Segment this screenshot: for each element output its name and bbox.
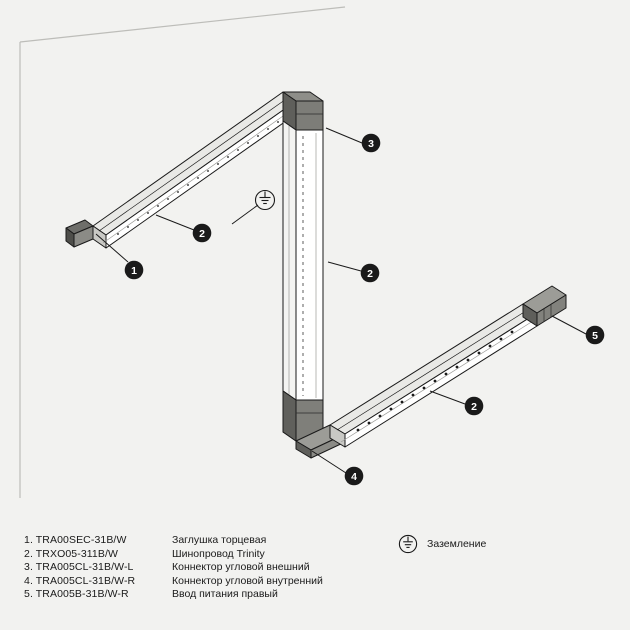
ground-leader-line bbox=[232, 205, 258, 224]
legend-item bbox=[24, 534, 614, 548]
callout-badge-2a bbox=[193, 224, 212, 243]
legend-item-desc: Коннектор угловой внутренний bbox=[172, 574, 323, 587]
callout-badge-5-label: 5 bbox=[592, 330, 598, 342]
callout-badge-4-label: 4 bbox=[351, 471, 357, 483]
earth-ground-icon bbox=[398, 534, 418, 554]
legend-item-code: 2. TRXO05-311B/W bbox=[24, 547, 118, 560]
legend-ground-label: Заземление bbox=[427, 538, 487, 550]
callout-badge-3 bbox=[362, 134, 381, 153]
legend-item bbox=[24, 588, 614, 602]
right-track-bottom-face bbox=[345, 313, 537, 447]
vertical-track-left-face bbox=[283, 121, 296, 400]
callout-badge-2b-label: 2 bbox=[367, 268, 373, 280]
legend-item bbox=[24, 575, 614, 589]
legend-item-desc: Коннектор угловой внешний bbox=[172, 561, 310, 574]
callout-badge-2b bbox=[361, 264, 380, 283]
legend-item-code: 3. TRA005CL-31B/W-L bbox=[24, 561, 134, 574]
vertical-track-right-face bbox=[296, 130, 323, 400]
legend-item bbox=[24, 548, 614, 562]
callout-badge-2a-label: 2 bbox=[199, 228, 205, 240]
legend-item bbox=[24, 561, 614, 575]
callout-badge-2c bbox=[465, 397, 484, 416]
legend-list bbox=[24, 534, 614, 602]
legend-item-desc: Ввод питания правый bbox=[172, 588, 278, 601]
legend-item-code: 4. TRA005CL-31B/W-R bbox=[24, 574, 136, 587]
legend-item-code: 5. TRA005B-31B/W-R bbox=[24, 588, 129, 601]
legend-item-desc: Шинопровод Trinity bbox=[172, 547, 265, 560]
right-track bbox=[330, 304, 537, 447]
callout-badge-5 bbox=[586, 326, 605, 345]
callout-badge-1 bbox=[125, 261, 144, 280]
legend-item-desc: Заглушка торцевая bbox=[172, 534, 267, 546]
vertical-track bbox=[283, 121, 323, 400]
callout-badge-4 bbox=[345, 467, 364, 486]
legend-ground-entry bbox=[398, 534, 486, 554]
legend-item-code: 1. TRA00SEC-31B/W bbox=[24, 534, 127, 546]
earth-ground-symbol bbox=[256, 191, 275, 210]
callout-badge-2c-label: 2 bbox=[471, 401, 477, 413]
callout-badge-3-label: 3 bbox=[368, 138, 374, 150]
callout-badge-1-label: 1 bbox=[131, 265, 137, 277]
